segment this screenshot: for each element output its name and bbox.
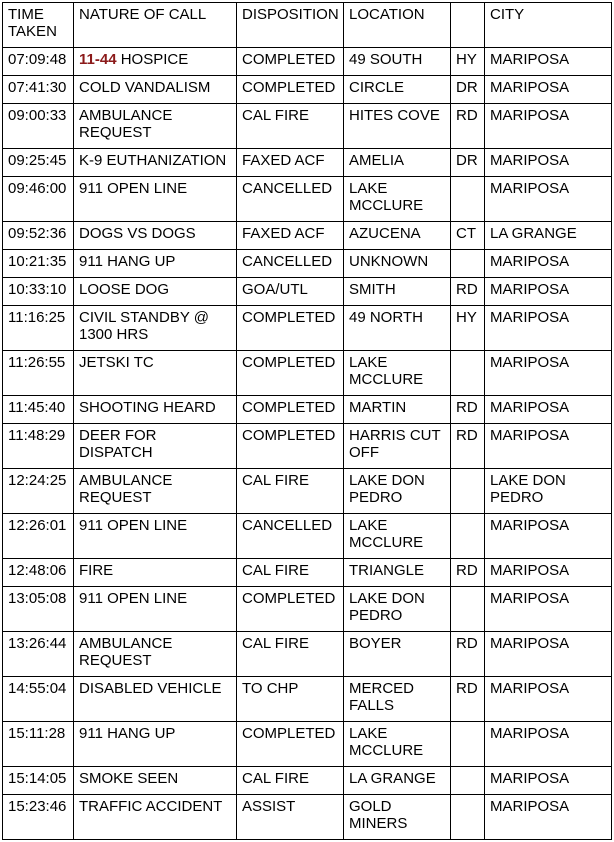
cell-disposition: FAXED ACF	[237, 222, 344, 250]
cell-suffix: RD	[451, 677, 485, 722]
cell-time: 13:05:08	[3, 587, 74, 632]
cell-location: LAKE MCCLURE	[344, 177, 451, 222]
nature-text: 911 OPEN LINE	[79, 180, 188, 197]
cell-disposition: ASSIST	[237, 795, 344, 840]
cell-time: 12:24:25	[3, 469, 74, 514]
cell-time: 11:16:25	[3, 306, 74, 351]
nature-text: AMBULANCE REQUEST	[79, 635, 173, 669]
call-log-table	[2, 2, 612, 840]
cell-disposition: FAXED ACF	[237, 149, 344, 177]
cell-suffix: HY	[451, 306, 485, 351]
cell-disposition: COMPLETED	[237, 396, 344, 424]
cell-disposition: CAL FIRE	[237, 469, 344, 514]
header-time-taken: TIME TAKEN	[3, 3, 74, 48]
nature-text: HOSPICE	[120, 51, 189, 68]
cell-suffix	[451, 351, 485, 396]
cell-disposition: TO CHP	[237, 677, 344, 722]
cell-city: MARIPOSA	[485, 722, 612, 767]
cell-suffix	[451, 469, 485, 514]
cell-disposition: CAL FIRE	[237, 632, 344, 677]
header-row	[3, 3, 612, 48]
cell-city: MARIPOSA	[485, 278, 612, 306]
cell-location: TRIANGLE	[344, 559, 451, 587]
cell-location: BOYER	[344, 632, 451, 677]
cell-suffix: RD	[451, 632, 485, 677]
cell-location: HARRIS CUT OFF	[344, 424, 451, 469]
cell-suffix	[451, 514, 485, 559]
cell-suffix	[451, 767, 485, 795]
cell-location: 49 SOUTH	[344, 48, 451, 76]
cell-time: 15:11:28	[3, 722, 74, 767]
cell-nature	[74, 306, 237, 351]
nature-text: K-9 EUTHANIZATION	[79, 152, 227, 169]
cell-location: LAKE DON PEDRO	[344, 469, 451, 514]
cell-nature	[74, 559, 237, 587]
table-row	[3, 587, 612, 632]
cell-location: CIRCLE	[344, 76, 451, 104]
nature-text: SHOOTING HEARD	[79, 399, 216, 416]
cell-time: 14:55:04	[3, 677, 74, 722]
cell-nature	[74, 424, 237, 469]
nature-text: COLD VANDALISM	[79, 79, 211, 96]
cell-nature	[74, 677, 237, 722]
cell-disposition: COMPLETED	[237, 351, 344, 396]
cell-suffix: DR	[451, 76, 485, 104]
cell-nature	[74, 222, 237, 250]
cell-time: 07:09:48	[3, 48, 74, 76]
cell-suffix	[451, 177, 485, 222]
cell-suffix	[451, 795, 485, 840]
cell-suffix: RD	[451, 278, 485, 306]
cell-nature	[74, 278, 237, 306]
cell-disposition: CAL FIRE	[237, 104, 344, 149]
cell-city: MARIPOSA	[485, 767, 612, 795]
nature-text: 911 HANG UP	[79, 253, 176, 270]
cell-time: 10:21:35	[3, 250, 74, 278]
header-location: LOCATION	[344, 3, 451, 48]
cell-city: LAKE DON PEDRO	[485, 469, 612, 514]
cell-city: MARIPOSA	[485, 177, 612, 222]
cell-disposition: COMPLETED	[237, 306, 344, 351]
cell-time: 15:14:05	[3, 767, 74, 795]
cell-city: MARIPOSA	[485, 424, 612, 469]
cell-nature	[74, 514, 237, 559]
nature-text: TRAFFIC ACCIDENT	[79, 798, 223, 815]
nature-text: DISABLED VEHICLE	[79, 680, 222, 697]
cell-city: LA GRANGE	[485, 222, 612, 250]
table-row	[3, 306, 612, 351]
table-row	[3, 222, 612, 250]
cell-suffix: RD	[451, 424, 485, 469]
nature-text: FIRE	[79, 562, 114, 579]
cell-location: UNKNOWN	[344, 250, 451, 278]
header-nature-of-call: NATURE OF CALL	[74, 3, 237, 48]
cell-location: AZUCENA	[344, 222, 451, 250]
cell-city: MARIPOSA	[485, 149, 612, 177]
cell-time: 12:26:01	[3, 514, 74, 559]
cell-city: MARIPOSA	[485, 396, 612, 424]
cell-city: MARIPOSA	[485, 514, 612, 559]
cell-location: AMELIA	[344, 149, 451, 177]
cell-city: MARIPOSA	[485, 76, 612, 104]
cell-suffix	[451, 250, 485, 278]
cell-disposition: COMPLETED	[237, 424, 344, 469]
cell-disposition: CANCELLED	[237, 514, 344, 559]
nature-text: CIVIL STANDBY @ 1300 HRS	[79, 309, 209, 343]
cell-suffix: RD	[451, 104, 485, 149]
cell-nature	[74, 48, 237, 76]
cell-time: 11:45:40	[3, 396, 74, 424]
cell-disposition: COMPLETED	[237, 76, 344, 104]
cell-nature	[74, 795, 237, 840]
nature-text: JETSKI TC	[79, 354, 154, 371]
table-row	[3, 514, 612, 559]
cell-suffix	[451, 722, 485, 767]
cell-disposition: CANCELLED	[237, 250, 344, 278]
cell-city: MARIPOSA	[485, 677, 612, 722]
cell-suffix: DR	[451, 149, 485, 177]
cell-city: MARIPOSA	[485, 795, 612, 840]
nature-text: AMBULANCE REQUEST	[79, 107, 173, 141]
cell-time: 07:41:30	[3, 76, 74, 104]
cell-location: LAKE MCCLURE	[344, 722, 451, 767]
cell-city: MARIPOSA	[485, 48, 612, 76]
table-row	[3, 677, 612, 722]
table-row	[3, 632, 612, 677]
cell-nature	[74, 76, 237, 104]
table-row	[3, 104, 612, 149]
nature-text: 911 OPEN LINE	[79, 517, 188, 534]
cell-time: 13:26:44	[3, 632, 74, 677]
table-row	[3, 250, 612, 278]
cell-city: MARIPOSA	[485, 351, 612, 396]
cell-nature	[74, 632, 237, 677]
cell-location: SMITH	[344, 278, 451, 306]
header-city: CITY	[485, 3, 612, 48]
cell-disposition: CAL FIRE	[237, 559, 344, 587]
nature-text: DEER FOR DISPATCH	[79, 427, 157, 461]
table-row	[3, 76, 612, 104]
table-row	[3, 795, 612, 840]
nature-text: AMBULANCE REQUEST	[79, 472, 173, 506]
cell-location: HITES COVE	[344, 104, 451, 149]
cell-disposition: GOA/UTL	[237, 278, 344, 306]
cell-nature	[74, 722, 237, 767]
cell-suffix: CT	[451, 222, 485, 250]
cell-nature	[74, 587, 237, 632]
cell-suffix: RD	[451, 559, 485, 587]
cell-city: MARIPOSA	[485, 306, 612, 351]
cell-nature	[74, 104, 237, 149]
cell-time: 09:25:45	[3, 149, 74, 177]
cell-time: 15:23:46	[3, 795, 74, 840]
cell-disposition: CAL FIRE	[237, 767, 344, 795]
table-row	[3, 424, 612, 469]
cell-location: LAKE DON PEDRO	[344, 587, 451, 632]
cell-nature	[74, 767, 237, 795]
table-row	[3, 559, 612, 587]
cell-location: GOLD MINERS	[344, 795, 451, 840]
cell-location: LAKE MCCLURE	[344, 514, 451, 559]
cell-suffix: HY	[451, 48, 485, 76]
cell-location: 49 NORTH	[344, 306, 451, 351]
cell-city: MARIPOSA	[485, 250, 612, 278]
nature-text: LOOSE DOG	[79, 281, 170, 298]
nature-text: 911 OPEN LINE	[79, 590, 188, 607]
table-row	[3, 177, 612, 222]
header-suffix	[451, 3, 485, 48]
cell-time: 09:00:33	[3, 104, 74, 149]
nature-text: 911 HANG UP	[79, 725, 176, 742]
cell-location: LAKE MCCLURE	[344, 351, 451, 396]
nature-text: DOGS VS DOGS	[79, 225, 196, 242]
cell-nature	[74, 177, 237, 222]
table-row	[3, 149, 612, 177]
cell-nature	[74, 351, 237, 396]
table-row	[3, 278, 612, 306]
cell-disposition: COMPLETED	[237, 722, 344, 767]
cell-nature	[74, 396, 237, 424]
table-row	[3, 396, 612, 424]
cell-time: 09:52:36	[3, 222, 74, 250]
cell-time: 11:48:29	[3, 424, 74, 469]
cell-location: MARTIN	[344, 396, 451, 424]
cell-city: MARIPOSA	[485, 587, 612, 632]
cell-disposition: COMPLETED	[237, 587, 344, 632]
header-disposition: DISPOSITION	[237, 3, 344, 48]
cell-suffix: RD	[451, 396, 485, 424]
cell-city: MARIPOSA	[485, 104, 612, 149]
cell-nature	[74, 149, 237, 177]
cell-disposition: CANCELLED	[237, 177, 344, 222]
cell-time: 11:26:55	[3, 351, 74, 396]
cell-time: 09:46:00	[3, 177, 74, 222]
cell-location: LA GRANGE	[344, 767, 451, 795]
call-code: 11-44	[79, 51, 117, 68]
cell-nature	[74, 469, 237, 514]
table-row	[3, 767, 612, 795]
cell-time: 12:48:06	[3, 559, 74, 587]
cell-location: MERCED FALLS	[344, 677, 451, 722]
nature-text: SMOKE SEEN	[79, 770, 179, 787]
cell-time: 10:33:10	[3, 278, 74, 306]
table-row	[3, 48, 612, 76]
cell-nature	[74, 250, 237, 278]
table-row	[3, 469, 612, 514]
table-row	[3, 722, 612, 767]
cell-city: MARIPOSA	[485, 632, 612, 677]
table-row	[3, 351, 612, 396]
cell-city: MARIPOSA	[485, 559, 612, 587]
cell-suffix	[451, 587, 485, 632]
cell-disposition: COMPLETED	[237, 48, 344, 76]
